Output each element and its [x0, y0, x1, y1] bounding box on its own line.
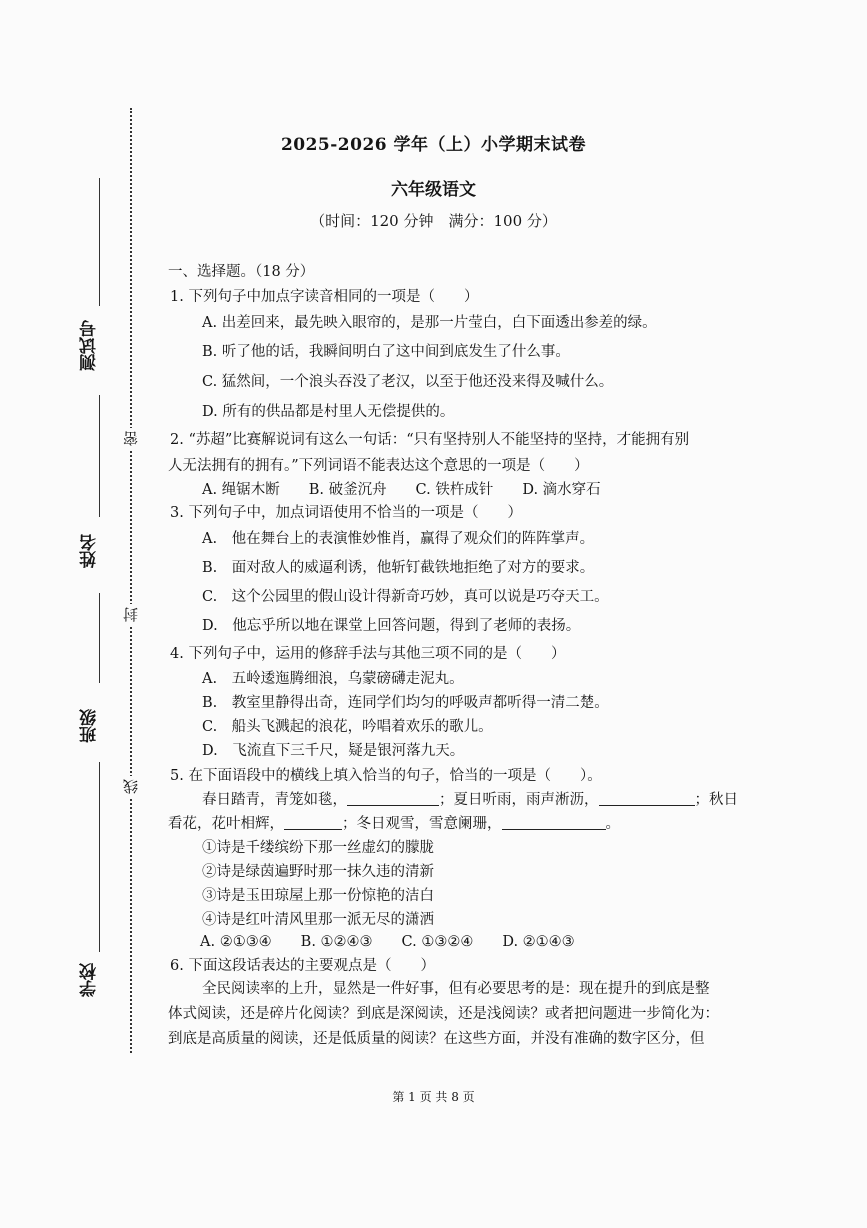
class-label: 班级 — [80, 709, 100, 743]
question-2-stem-cont: 人无法拥有的拥有。”下列词语不能表达这个意思的一项是（ ） — [168, 458, 589, 474]
question-5-options: A. ②①③④ B. ①②④③ C. ①③②④ D. ②①④③ — [200, 934, 575, 950]
question-1-option-c: C. 猛然间，一个浪头吞没了老汉，以至于他还没来得及喊什么。 — [202, 374, 614, 390]
exam-meta: （时间：120 分钟 满分：100 分） — [310, 212, 557, 230]
question-4-option-c: C. 船头飞溅起的浪花，吟唱着欢乐的歌儿。 — [202, 719, 493, 735]
question-4-stem: 4. 下列句子中，运用的修辞手法与其他三项不同的是（ ） — [170, 646, 566, 662]
question-5-choice-2: ②诗是绿茵遍野时那一抹久违的清新 — [202, 864, 434, 880]
question-1-option-a: A. 出差回来，最先映入眼帘的，是那一片莹白，白下面透出参差的绿。 — [202, 315, 657, 331]
passage-segment: ；冬日观雪，雪意阑珊， — [342, 816, 502, 832]
question-3-option-c: C. 这个公园里的假山设计得新奇巧妙，真可以说是巧夺天工。 — [202, 589, 609, 605]
question-5-passage-line-1 — [202, 788, 738, 809]
seal-xian: 线 — [121, 776, 141, 798]
question-4-option-d: D. 飞流直下三千尺，疑是银河落九天。 — [202, 743, 465, 759]
school-line — [99, 762, 100, 952]
question-4-option-b: B. 教室里静得出奇，连同学们均匀的呼吸声都听得一清二楚。 — [202, 695, 609, 711]
answer-blank-3[interactable] — [284, 815, 342, 830]
question-1-option-b: B. 听了他的话，我瞬间明白了这中间到底发生了什么事。 — [202, 344, 570, 360]
answer-blank-2[interactable] — [599, 791, 695, 806]
passage-segment: ；秋日 — [694, 792, 738, 808]
question-3-stem: 3. 下列句子中，加点词语使用不恰当的一项是（ ） — [170, 505, 522, 521]
answer-blank-4[interactable] — [502, 815, 606, 830]
school-label: 学校 — [80, 963, 100, 997]
exam-title: 2025-2026 学年（上）小学期末试卷 — [280, 135, 587, 155]
question-1-stem: 1. 下列句子中加点字读音相同的一项是（ ） — [170, 289, 479, 305]
question-2-options: A. 绳锯木断 B. 破釜沉舟 C. 铁杵成针 D. 滴水穿石 — [202, 482, 601, 498]
name-line — [99, 395, 100, 517]
answer-blank-1[interactable] — [347, 791, 439, 806]
question-5-stem: 5. 在下面语段中的横线上填入恰当的句子，恰当的一项是（ ）。 — [170, 768, 602, 784]
question-6-stem: 6. 下面这段话表达的主要观点是（ ） — [170, 958, 435, 974]
passage-segment: ；夏日听雨，雨声淅沥， — [439, 792, 599, 808]
question-6-passage-line-1: 全民阅读率的上升，显然是一件好事，但有必要思考的是：现在提升的到底是整 — [202, 981, 710, 997]
seal-feng: 封 — [121, 604, 141, 626]
question-3-option-a: A. 他在舞台上的表演惟妙惟肖，赢得了观众们的阵阵掌声。 — [202, 531, 595, 547]
passage-segment: 春日踏青，青笼如毯， — [202, 792, 347, 808]
section-heading: 一、选择题。（18 分） — [168, 264, 315, 280]
question-3-option-b: B. 面对敌人的威逼利诱，他斩钉截铁地拒绝了对方的要求。 — [202, 560, 595, 576]
question-6-passage-line-3: 到底是高质量的阅读，还是低质量的阅读？在这些方面，并没有准确的数字区分，但 — [168, 1031, 705, 1047]
passage-segment: 看花，花叶相辉， — [168, 816, 284, 832]
question-2-stem: 2. “苏超”比赛解说词有这么一句话：“只有坚持别人不能坚持的坚持，才能拥有别 — [170, 432, 690, 448]
exam-subject: 六年级语文 — [391, 180, 476, 200]
passage-segment: 。 — [605, 816, 620, 832]
question-6-passage-line-2: 体式阅读，还是碎片化阅读？到底是深阅读，还是浅阅读？或者把问题进一步简化为： — [168, 1006, 719, 1022]
question-4-option-a: A. 五岭逶迤腾细浪，乌蒙磅礴走泥丸。 — [202, 671, 464, 687]
question-1-option-d: D. 所有的供品都是村里人无偿提供的。 — [202, 404, 455, 420]
seal-mi: 密 — [121, 428, 141, 450]
question-5-choice-1: ①诗是千缕缤纷下那一丝虚幻的朦胧 — [202, 840, 434, 856]
binding-dotted-line — [130, 108, 132, 1053]
class-line — [99, 593, 100, 683]
question-5-passage-line-2 — [168, 812, 620, 833]
question-5-choice-3: ③诗是玉田琼屋上那一份惊艳的洁白 — [202, 888, 434, 904]
question-5-choice-4: ④诗是红叶清风里那一派无尽的潇洒 — [202, 912, 434, 928]
page-footer: 第 1 页 共 8 页 — [392, 1090, 475, 1104]
question-3-option-d: D. 他忘乎所以地在课堂上回答问题，得到了老师的表扬。 — [202, 618, 581, 634]
name-label: 姓名 — [80, 534, 100, 568]
exam-number-label: 测试号 — [80, 320, 100, 372]
